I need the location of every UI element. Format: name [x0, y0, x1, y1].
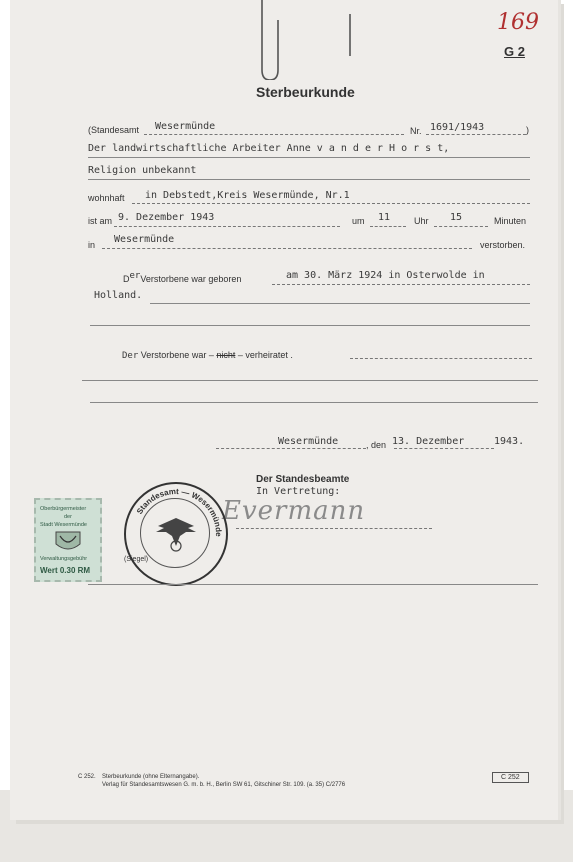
- born-prefix: [123, 271, 242, 285]
- handwritten-number: 169: [497, 10, 539, 35]
- vertretung-label: In Vertretung:: [256, 486, 341, 497]
- minute-line: [434, 226, 488, 227]
- closing-paren: ): [526, 125, 529, 135]
- footer-line2: Verlag für Standesamtswesen G. m. b. H., Berlin SW 61, Gitschiner Str. 109. (a. 35) C/2776: [102, 782, 346, 788]
- minuten-label: Minuten: [494, 216, 527, 226]
- standesamt-value: Wesermünde: [155, 121, 216, 132]
- revenue-line2: der: [64, 514, 72, 520]
- seal-ring-label: Standesamt — Wesermünde: [134, 486, 224, 537]
- name-underline: [88, 157, 530, 158]
- born-value: am 30. März 1924 in Osterwolde in: [286, 270, 485, 281]
- certificate-page: [10, 0, 558, 820]
- place-line: [102, 248, 472, 249]
- revenue-line4: Verwaltungsgebühr: [40, 556, 88, 562]
- married-label: Verstorbene war –: [140, 350, 214, 360]
- den-label: , den: [366, 440, 387, 450]
- document-title: Sterbeurkunde: [256, 84, 355, 100]
- wohnhaft-label: wohnhaft: [88, 193, 125, 203]
- handwritten-signature: Evermann: [222, 496, 366, 526]
- footer-code: C 252.: [78, 774, 96, 780]
- religion-underline: [88, 179, 530, 180]
- uhr-label: Uhr: [414, 216, 429, 226]
- born-line: [272, 284, 530, 285]
- empty-line-1: [82, 380, 538, 381]
- standesbeamte-label: Der Standesbeamte: [256, 474, 350, 485]
- married-line: [122, 350, 293, 361]
- revenue-stamp: [34, 498, 102, 582]
- revenue-value: Wert 0.30 RM: [40, 566, 91, 575]
- nr-value: 1691/1943: [430, 122, 485, 133]
- religion-line: Religion unbekannt: [88, 165, 197, 176]
- death-date: 9. Dezember 1943: [118, 212, 215, 223]
- date-line: [114, 226, 340, 227]
- issue-place: Wesermünde: [278, 436, 339, 447]
- married-line-fill: [350, 358, 532, 359]
- signature-line: [236, 528, 432, 529]
- wohnhaft-line: [132, 203, 530, 204]
- death-minute: 15: [450, 212, 463, 223]
- footer-line1: Sterbeurkunde (ohne Elternangabe).: [102, 774, 200, 780]
- footer-box-code: C 252: [492, 772, 529, 783]
- married-dot: .: [290, 350, 293, 360]
- official-seal: [124, 482, 228, 586]
- standesamt-line: [144, 134, 404, 135]
- hour-line: [370, 226, 406, 227]
- paper-clip-icon: [258, 0, 358, 80]
- death-place: Wesermünde: [114, 234, 175, 245]
- married-der: Der: [122, 351, 139, 361]
- born-underline-3: [90, 325, 530, 326]
- um-label: um: [352, 216, 365, 226]
- nr-line: [426, 134, 526, 135]
- born-d: D: [123, 274, 130, 284]
- wohnhaft-value: in Debstedt,Kreis Wesermünde, Nr.1: [145, 190, 350, 201]
- siegel-label: (Siegel): [124, 556, 149, 563]
- verstorben-label: verstorben.: [480, 240, 526, 250]
- married-nicht: nicht: [216, 350, 236, 360]
- married-tail: – verheiratet: [237, 350, 288, 360]
- issue-year: 1943.: [494, 436, 525, 447]
- in-label: in: [88, 240, 96, 250]
- issue-date-line: [394, 448, 494, 449]
- eagle-icon: [154, 512, 198, 552]
- born-underline-2: [150, 303, 530, 304]
- deceased-name-line: Der landwirtschaftliche Arbeiter Anne v a n d e r H o r s t,: [88, 143, 450, 154]
- form-code: G 2: [504, 44, 525, 59]
- revenue-line3: Stadt Wesermünde: [40, 522, 87, 528]
- lower-rule: [88, 584, 538, 585]
- revenue-line1: Oberbürgermeister: [40, 506, 87, 512]
- ist-am-label: ist am: [88, 216, 113, 226]
- born-value-2: Holland.: [94, 290, 143, 301]
- issue-place-line: [216, 448, 366, 449]
- born-er: er: [129, 271, 141, 281]
- issue-date: 13. Dezember: [392, 436, 465, 447]
- empty-line-2: [90, 402, 538, 403]
- nr-label: Nr.: [410, 126, 422, 136]
- death-hour: 11: [378, 212, 391, 223]
- born-label: Verstorbene war geboren: [140, 274, 242, 284]
- coat-of-arms-icon: [54, 530, 82, 554]
- standesamt-label: (Standesamt: [88, 125, 140, 135]
